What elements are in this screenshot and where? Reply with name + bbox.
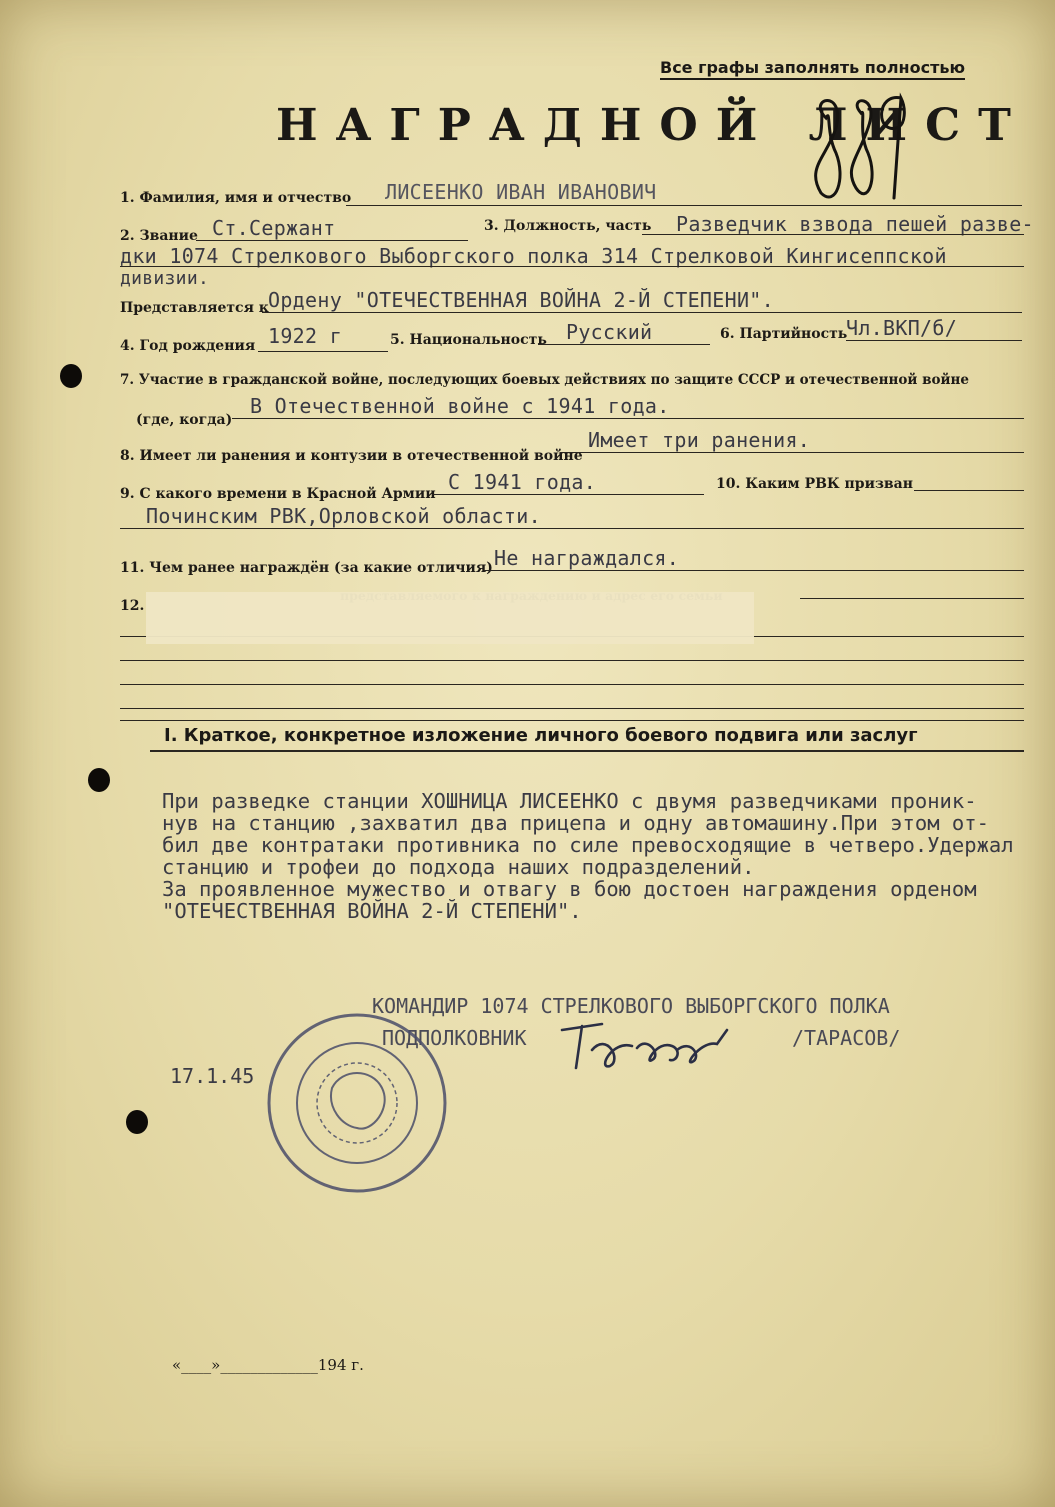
field-party-line (846, 340, 1022, 341)
bottom-date-line: «____»_____________194 г. (172, 1356, 364, 1374)
field-name-line (346, 205, 1022, 206)
section-body-line: "ОТЕЧЕСТВЕННАЯ ВОЙНА 2-Й СТЕПЕНИ". (162, 899, 582, 923)
section-body-line: За проявленное мужество и отвагу в бою достоен награждения орденом (162, 877, 977, 901)
field-position-value-2: дки 1074 Стрелкового Выборгского полка 314 Стрелковой Кингисеппской (120, 244, 947, 268)
field-12-line-4 (120, 684, 1024, 685)
section-top-line (120, 720, 1024, 721)
field-participation-where: (где, когда) (136, 412, 233, 428)
field-rank-value: Ст.Сержант (212, 216, 336, 240)
presented-line (262, 312, 1022, 313)
field-participation-line (232, 418, 1024, 419)
field-position-label: 3. Должность, часть (484, 218, 652, 234)
punch-hole (88, 768, 110, 792)
field-rvk-label: 10. Каким РВК призван (716, 476, 913, 492)
presented-label: Представляется к (120, 300, 269, 316)
field-nationality-value: Русский (566, 320, 653, 344)
field-participation-value: В Отечественной войне с 1941 года. (250, 394, 670, 418)
page-title: НАГРАДНОЙ ЛИСТ (276, 100, 1029, 151)
section-body (162, 790, 1042, 922)
field-birth-value: 1922 г (268, 324, 343, 348)
header-note: Все графы заполнять полностью (660, 58, 965, 80)
field-12-label: 12. (120, 598, 145, 614)
field-rvk-line (914, 490, 1024, 491)
field-name-label: 1. Фамилия, имя и отчество (120, 190, 352, 206)
field-position-value-3: дивизии. (120, 268, 210, 289)
punch-hole (60, 364, 82, 388)
field-participation-label: 7. Участие в гражданской войне, последующих боевых действиях по защите СССР и отечественной войне (120, 372, 969, 388)
field-12-line-3 (120, 660, 1024, 661)
field-rank-label: 2. Звание (120, 228, 198, 244)
signing-date: 17.1.45 (170, 1064, 255, 1088)
regiment-stamp (262, 1008, 452, 1198)
field-wounds-label: 8. Имеет ли ранения и контузии в отечественной войне (120, 448, 583, 464)
field-birth-label: 4. Год рождения (120, 338, 256, 354)
field-rvk-line-2 (120, 528, 1024, 529)
field-position-line-2 (120, 266, 1024, 267)
field-awards-line (484, 570, 1024, 571)
field-awards-value: Не награждался. (494, 546, 680, 570)
punch-hole (126, 1110, 148, 1134)
section-body-line: При разведке станции ХОШНИЦА ЛИСЕЕНКО с двумя разведчиками проник- (162, 789, 977, 813)
commander-title: КОМАНДИР 1074 СТРЕЛКОВОГО ВЫБОРГСКОГО ПОЛКА (372, 994, 890, 1018)
field-position-line-1 (642, 234, 1024, 235)
presented-value: Ордену "ОТЕЧЕСТВЕННАЯ ВОЙНА 2-Й СТЕПЕНИ". (268, 288, 774, 312)
field-army-value: С 1941 года. (448, 470, 597, 494)
handwritten-number (806, 88, 916, 208)
field-12-line-5 (120, 708, 1024, 709)
field-position-value-1: Разведчик взвода пешей разве- (676, 212, 1034, 236)
commander-name: /ТАРАСОВ/ (792, 1026, 901, 1050)
field-party-value: Чл.ВКП/б/ (846, 316, 958, 340)
section-title: I. Краткое, конкретное изложение личного боевого подвига или заслуг (164, 725, 918, 746)
field-awards-label: 11. Чем ранее награждён (за какие отличия) (120, 560, 493, 576)
redaction-patch (146, 592, 754, 644)
field-birth-line (258, 351, 388, 352)
field-wounds-line (560, 452, 1024, 453)
field-party-label: 6. Партийность (720, 326, 848, 342)
field-army-label: 9. С какого времени в Красной Армии (120, 486, 436, 502)
section-body-line: нув на станцию ,захватил два прицепа и одну автомашину.При этом от- (162, 811, 989, 835)
field-army-line (432, 494, 704, 495)
field-nationality-label: 5. Национальность (390, 332, 547, 348)
handwritten-signature (552, 1010, 742, 1080)
field-12-line-1 (800, 598, 1024, 599)
field-nationality-line (538, 344, 710, 345)
field-rank-line (196, 240, 468, 241)
field-name-value: ЛИСЕЕНКО ИВАН ИВАНОВИЧ (385, 180, 657, 204)
section-body-line: бил две контратаки противника по силе превосходящие в четверо.Удержал (162, 833, 1014, 857)
commander-rank: ПОДПОЛКОВНИК (382, 1026, 527, 1050)
field-wounds-value: Имеет три ранения. (588, 428, 811, 452)
section-underline (150, 750, 1024, 752)
section-body-line: станцию и трофеи до подхода наших подразделений. (162, 855, 755, 879)
field-rvk-value: Починским РВК,Орловской области. (146, 504, 541, 528)
